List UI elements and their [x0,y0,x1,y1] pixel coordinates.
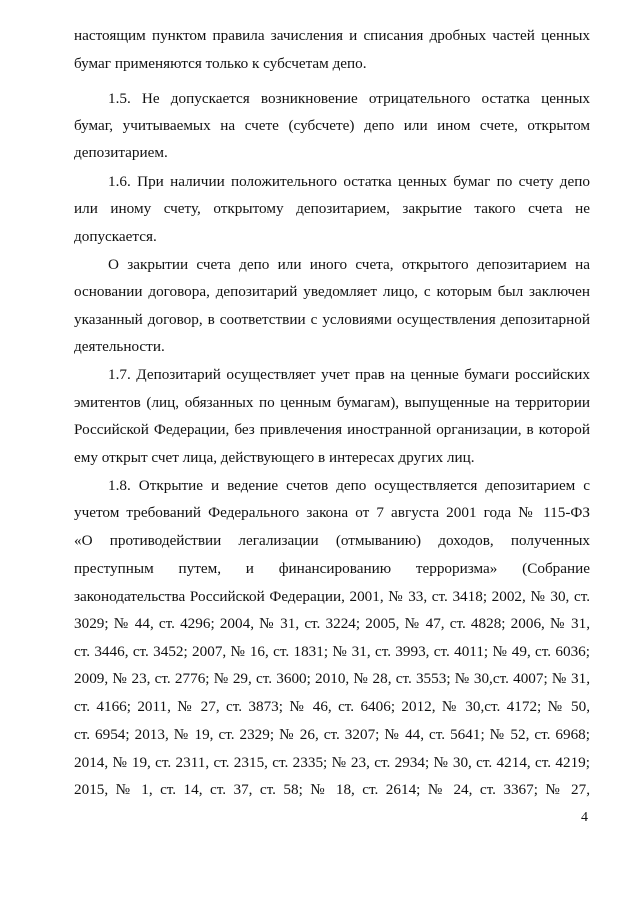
text-line: 3029; № 44, ст. 4296; 2004, № 31, ст. 3224; 2005, № 47, ст. 4828; 2006, № 31, [74,615,590,632]
text-line: ему открыт счет лица, действующего в интересах других лиц. [74,449,475,466]
text-line: депозитарием. [74,144,168,161]
text-line: ст. 3446, ст. 3452; 2007, № 16, ст. 1831; № 31, ст. 3993, ст. 4011; № 49, ст. 6036; [74,643,590,660]
text-line: преступным путем, и финансированию терроризма» (Собрание [74,560,590,577]
text-line: бумаг применяются только к субсчетам депо. [74,55,367,72]
text-line: указанный договор, в соответствии с условиями осуществления депозитарной [74,311,590,328]
text-line: 2014, № 19, ст. 2311, ст. 2315, ст. 2335; № 23, ст. 2934; № 30, ст. 4214, ст. 4219; [74,754,590,771]
text-line: 2009, № 23, ст. 2776; № 29, ст. 3600; 2010, № 28, ст. 3553; № 30,ст. 4007; № 31, [74,670,590,687]
text-line: законодательства Российской Федерации, 2001, № 33, ст. 3418; 2002, № 30, ст. [74,588,590,605]
text-line: настоящим пунктом правила зачисления и списания дробных частей ценных [74,27,590,44]
text-line: «О противодействии легализации (отмыванию) доходов, полученных [74,532,590,549]
text-line: или иному счету, открытому депозитарием, закрытие такого счета не [74,200,590,217]
text-line: деятельности. [74,338,165,355]
text-line: допускается. [74,228,157,245]
text-line: ст. 4166; 2011, № 27, ст. 3873; № 46, ст. 6406; 2012, № 30,ст. 4172; № 50, [74,698,590,715]
text-line: ст. 6954; 2013, № 19, ст. 2329; № 26, ст. 3207; № 44, ст. 5641; № 52, ст. 6968; [74,726,590,743]
text-line: эмитентов (лиц, обязанных по ценным бумагам), выпущенные на территории [74,394,590,411]
text-line: Российской Федерации, без привлечения иностранной организации, в которой [74,421,590,438]
paragraph-1-6-start: 1.6. При наличии положительного остатка ценных бумаг по счету депо [108,173,590,190]
paragraph-1-5-start: 1.5. Не допускается возникновение отрицательного остатка ценных [108,90,590,107]
text-line: учетом требований Федерального закона от 7 августа 2001 года № 115-ФЗ [74,504,590,521]
paragraph-1-7-start: 1.7. Депозитарий осуществляет учет прав на ценные бумаги российских [108,366,590,383]
text-line: 2015, № 1, ст. 14, ст. 37, ст. 58; № 18, ст. 2614; № 24, ст. 3367; № 27, [74,781,590,798]
text-line: бумаг, учитываемых на счете (субсчете) депо или ином счете, открытом [74,117,590,134]
paragraph-closing-start: О закрытии счета депо или иного счета, открытого депозитарием на [108,256,590,273]
text-line: основании договора, депозитарий уведомляет лицо, с которым был заключен [74,283,590,300]
paragraph-1-8-start: 1.8. Открытие и ведение счетов депо осуществляется депозитарием с [108,477,590,494]
page-number: 4 [581,810,588,825]
